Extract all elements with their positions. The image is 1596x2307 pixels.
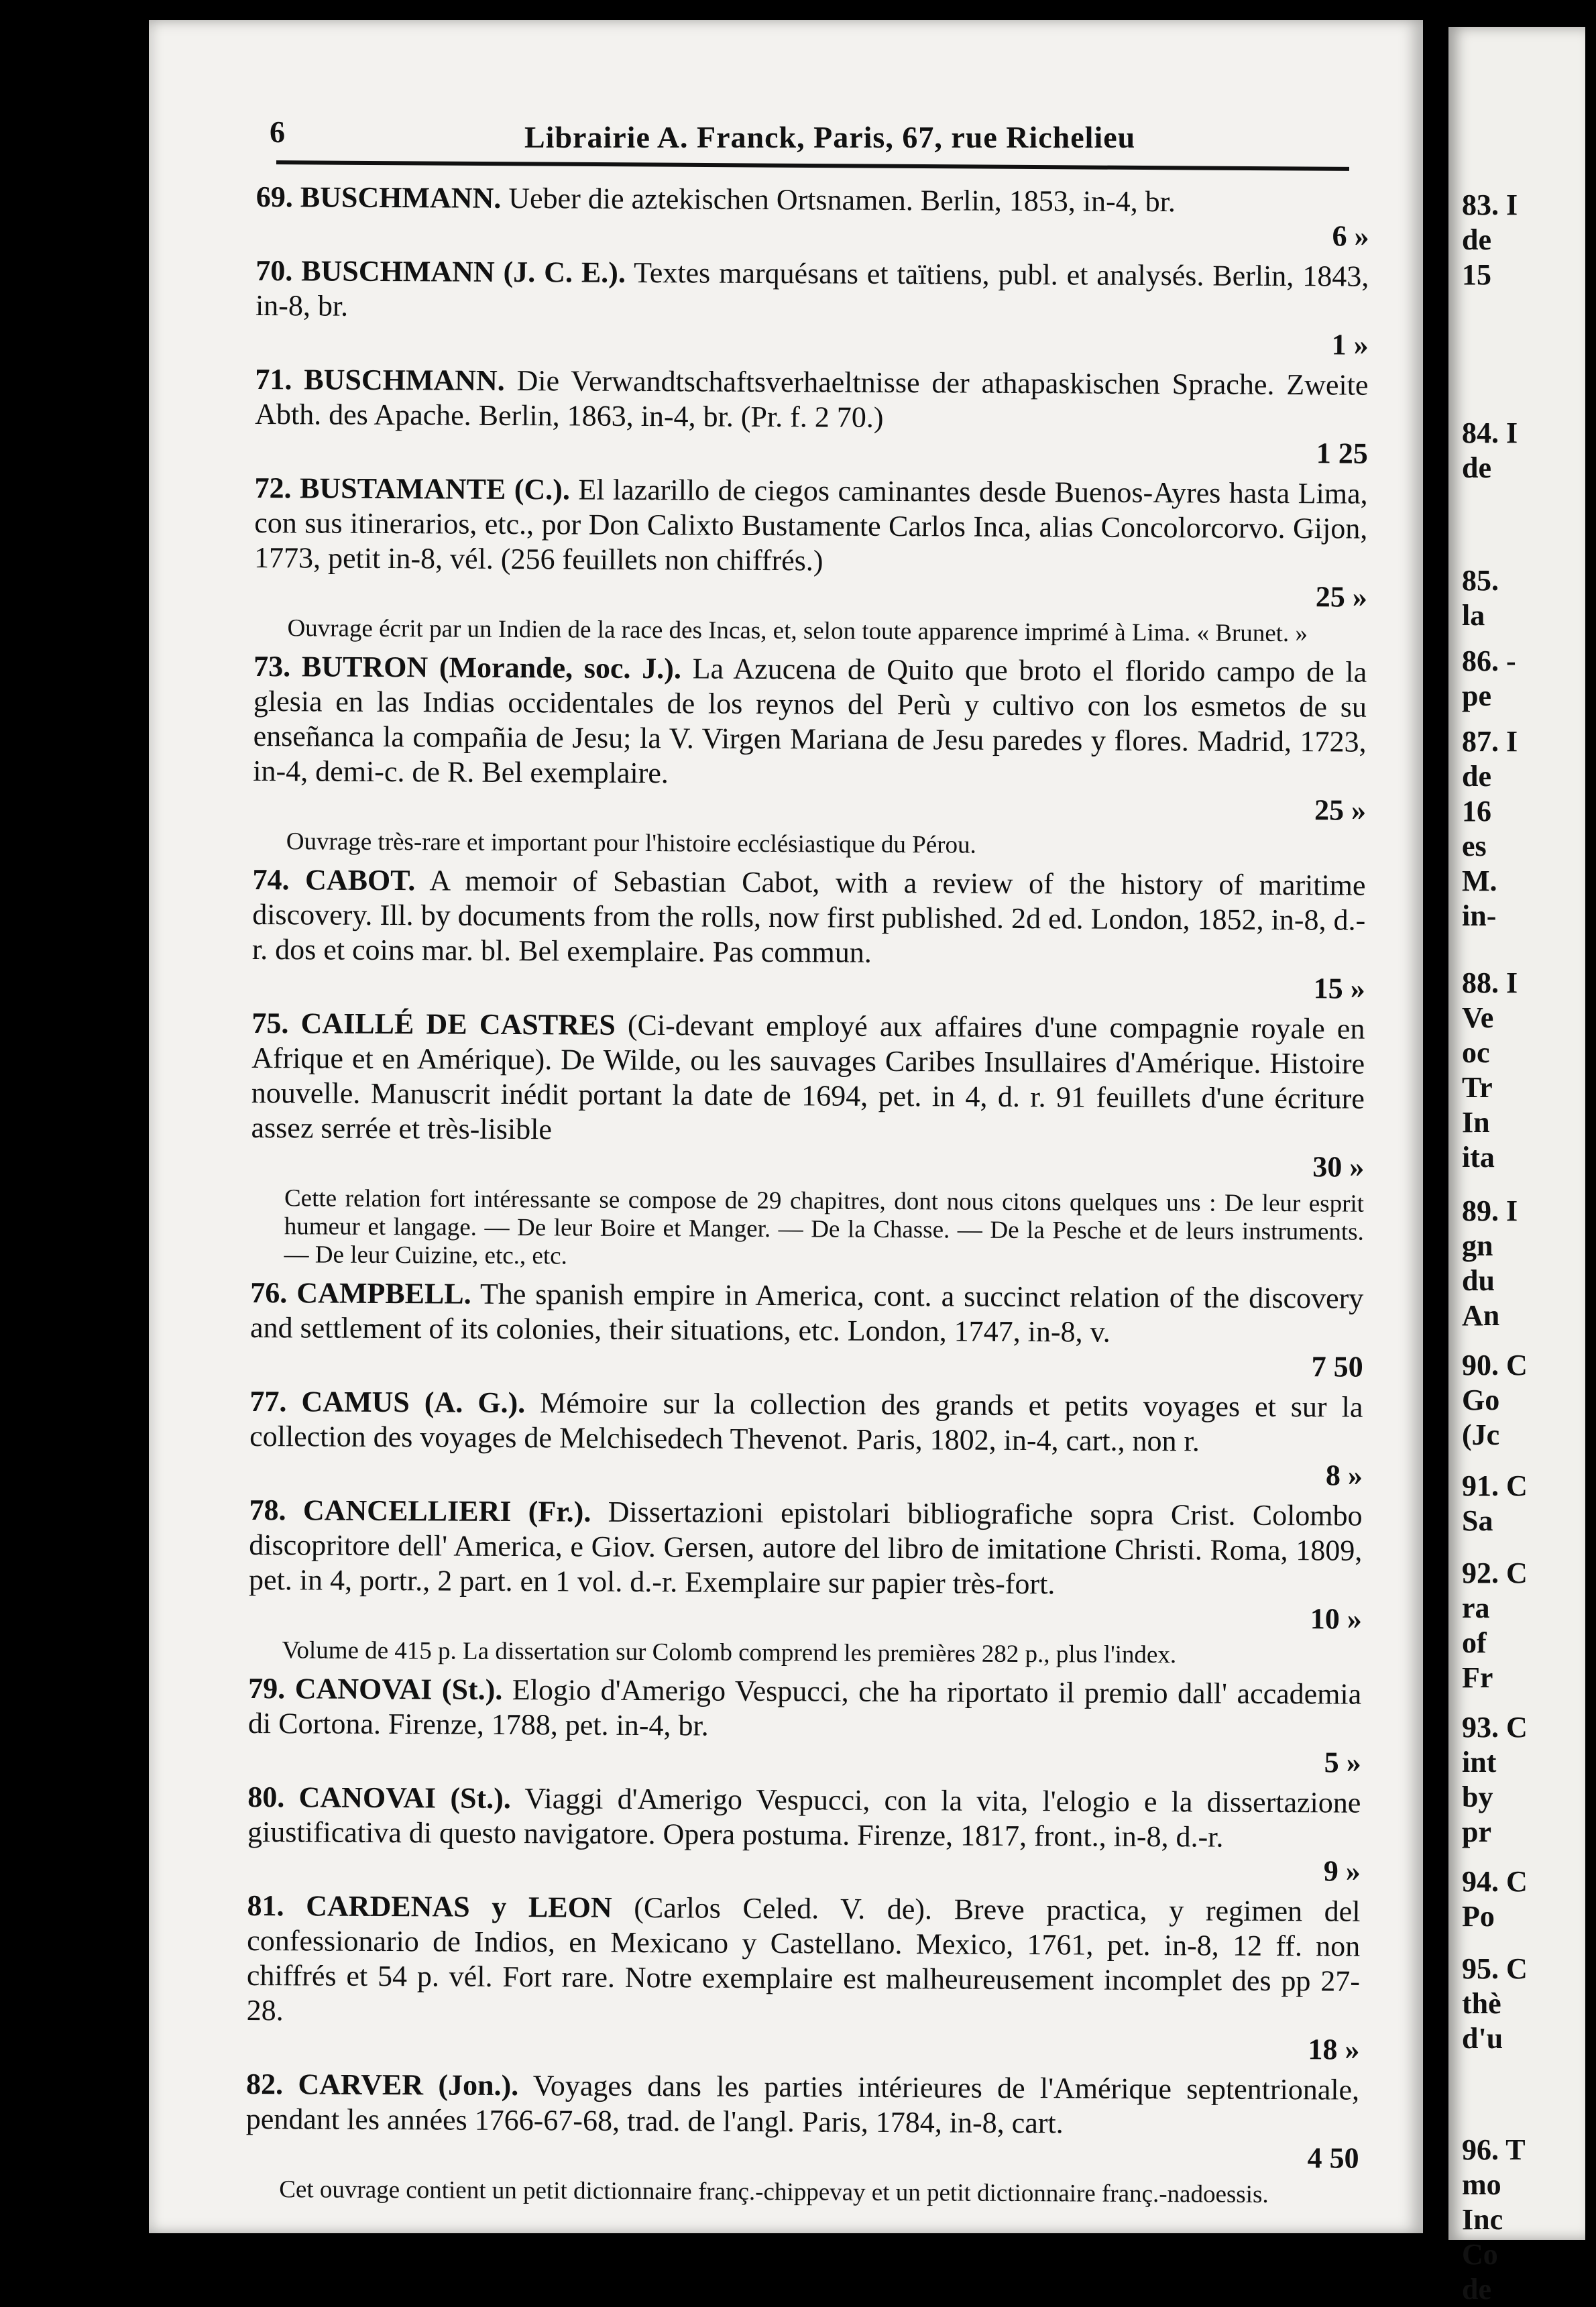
entry-price: 9 » <box>1323 1854 1361 1888</box>
entry-note-text: Ouvrage écrit par un Indien de la race des Incas, et, selon toute apparence imprimé à Lima. « Brunet. » <box>287 614 1308 648</box>
entry-author: BUSCHMANN. <box>300 180 502 215</box>
entry-number: 77. <box>249 1384 302 1418</box>
right-page-fragment-line: de <box>1462 223 1491 256</box>
catalogue-entries <box>245 180 1369 2208</box>
catalogue-entry <box>255 180 1369 254</box>
entry-description: Textes marquésans et taïtiens, publ. et analysés. Berlin, 1843, in-8, br. <box>255 256 1369 323</box>
right-page-fragment-line: 93. C <box>1462 1711 1528 1744</box>
entry-note <box>286 828 1366 861</box>
entry-author: CARVER (Jon.). <box>298 2068 519 2102</box>
right-page-fragment-line: An <box>1462 1299 1500 1332</box>
catalogue-entry <box>246 1889 1360 2068</box>
entry-note <box>287 614 1367 648</box>
right-page-fragment-line: d'u <box>1462 2022 1503 2055</box>
right-page-fragment-line: in- <box>1462 899 1497 932</box>
entry-description: Mémoire sur la collection des grands et petits voyages et sur la collection des voyages de Melchisedech Thevenot. Paris, 1802, in-4, cart., non r. <box>249 1386 1363 1458</box>
right-page-fragment-line: Go <box>1462 1384 1500 1416</box>
right-page-fragment-line: Co <box>1462 2238 1498 2271</box>
entry-description: La Azucena de Quito que broto el florido campo de la glesia en las Indias occidentales de los reynos del Perù y cultivo con los esmetos de su enseñanca la compañia de Jesu; la V. Virgen Mariana de Jesu paredes y flores. Madrid, 1723, in-4, demi-c. de R. Bel exemplaire. <box>253 652 1367 790</box>
right-page-fragment-line: Inc <box>1462 2203 1503 2236</box>
entry-number: 70. <box>255 254 302 288</box>
right-page-fragment-line: gn <box>1462 1229 1493 1262</box>
entry-price: 8 » <box>1325 1459 1363 1492</box>
catalogue-entry <box>249 1493 1363 1637</box>
entry-number: 71. <box>255 362 304 396</box>
catalogue-entry <box>248 1671 1362 1781</box>
catalogue-entry <box>252 862 1366 1007</box>
right-page-fragment-line: es <box>1462 830 1487 862</box>
entry-author: CABOT. <box>304 863 416 897</box>
right-page-fragment-line: ita <box>1462 1141 1495 1174</box>
right-page-fragment-line: 84. I <box>1462 416 1518 449</box>
entry-number: 69. <box>255 180 300 214</box>
right-page-fragment-line: 91. C <box>1462 1469 1528 1502</box>
entry-number: 78. <box>249 1493 304 1527</box>
entry-number: 81. <box>247 1889 306 1923</box>
catalogue-entry <box>254 471 1368 615</box>
entry-description: The spanish empire in America, cont. a succinct relation of the discovery and settlement of its colonies, their situations, etc. London, 1747, in-8, v. <box>249 1277 1364 1349</box>
catalogue-entry <box>253 649 1367 828</box>
entry-author: CAILLÉ DE CASTRES <box>300 1007 616 1042</box>
right-page-fragment-line: ra <box>1462 1591 1490 1624</box>
entry-author: BUSCHMANN (J. C. E.). <box>301 254 626 289</box>
entry-number: 74. <box>252 862 306 897</box>
header-title: Librairie A. Franck, Paris, 67, rue Richelieu <box>524 120 1136 154</box>
entry-price: 15 » <box>1313 972 1365 1005</box>
right-page-fragment-line: Po <box>1462 1900 1495 1933</box>
entry-price: 1 » <box>1331 328 1369 361</box>
right-page-fragment-line: 90. C <box>1462 1349 1528 1382</box>
entry-author: CAMUS (A. G.). <box>301 1385 526 1420</box>
right-page-fragment-line: 86. - <box>1462 644 1516 677</box>
right-page-fragment-line: la <box>1462 599 1485 632</box>
right-page-fragment-line: du <box>1462 1264 1495 1297</box>
catalogue-entry <box>249 1384 1363 1494</box>
right-page-fragment-line: 15 <box>1462 258 1491 291</box>
catalogue-entry <box>251 1006 1365 1185</box>
entry-price: 5 » <box>1324 1746 1361 1779</box>
right-page-fragment <box>1448 27 1585 2306</box>
entry-description: Dissertazioni epistolari bibliografiche sopra Crist. Colombo discopritore dell' America, e Giov. Gersen, autore del libro de imitatione Christi. Roma, 1809, pet. in 4, portr., 2 part. en 1 vol. d.-r. Exemplaire sur papier très-fort. <box>248 1495 1363 1601</box>
entry-author: CARDENAS y LEON <box>306 1889 612 1924</box>
header-rule <box>276 160 1349 171</box>
entry-author: CANOVAI (St.). <box>294 1672 503 1706</box>
entry-number: 80. <box>247 1780 299 1814</box>
entry-price: 1 25 <box>1316 437 1369 470</box>
entry-note-text: Cet ouvrage contient un petit dictionnaire franç.-chippevay et un petit dictionnaire franç.-nadoessis. <box>279 2176 1269 2208</box>
right-page-fragment-line: by <box>1462 1781 1493 1813</box>
right-page-fragment-line: Sa <box>1462 1504 1493 1537</box>
entry-note <box>282 1636 1361 1670</box>
right-page-fragment-line: de <box>1462 451 1491 484</box>
right-page-fragment-line: 85. <box>1462 564 1499 597</box>
right-page-fragment-line: de <box>1462 2273 1491 2306</box>
entry-price: 25 » <box>1314 793 1367 827</box>
entry-number: 73. <box>253 649 302 683</box>
right-page-fragment-line: of <box>1462 1626 1487 1659</box>
right-page-fragment-line: pr <box>1462 1815 1491 1848</box>
catalogue-entry <box>247 1780 1361 1889</box>
right-page-fragment-line: 89. I <box>1462 1194 1518 1227</box>
entry-note-text: Volume de 415 p. La dissertation sur Colomb comprend les premières 282 p., plus l'index. <box>282 1636 1177 1669</box>
entry-price: 30 » <box>1312 1150 1365 1184</box>
right-page-fragment-line: oc <box>1462 1036 1490 1069</box>
right-page-fragment-line: 87. I <box>1462 725 1518 758</box>
entry-price: 6 » <box>1332 219 1369 253</box>
entry-price: 18 » <box>1308 2033 1360 2066</box>
right-page-fragment-line: Tr <box>1462 1071 1493 1104</box>
entry-number: 82. <box>246 2067 298 2101</box>
right-page-fragment-line: Fr <box>1462 1661 1493 1694</box>
entry-note <box>279 2176 1359 2209</box>
entry-author: BUTRON (Morande, soc. J.). <box>301 650 682 685</box>
entry-description: El lazarillo de ciegos caminantes desde Buenos-Ayres hasta Lima, con sus itinerarios, etc., por Don Calixto Bustamente Carlos Inca, alias Concolorcorvo. Gijon, 1773, petit in-8, vél. (256 feuillets non chiffrés.) <box>253 473 1368 577</box>
entry-description: A memoir of Sebastian Cabot, with a review of the history of maritime discovery. Ill. by documents from the rolls, now first published. 2d ed. London, 1852, in-8, d.-r. dos et coins mar. bl. Bel exemplaire. Pas commun. <box>251 864 1366 969</box>
catalogue-entry <box>250 1276 1364 1385</box>
entry-author: CANOVAI (St.). <box>298 1781 511 1815</box>
catalogue-entry <box>245 2067 1359 2176</box>
entry-price: 25 » <box>1315 580 1367 614</box>
right-page-fragment-line: mo <box>1462 2168 1501 2201</box>
left-page <box>149 20 1423 2233</box>
right-page-fragment-line: thè <box>1462 1987 1501 2020</box>
entry-note-text: Cette relation fort intéressante se compose de 29 chapitres, dont nous citons quelques uns : De leur esprit humeur et langage. — De leur Boire et Manger. — De la Chasse. — De la Pesche et de leurs instruments. — De leur Cuizine, etc., etc. <box>284 1184 1365 1270</box>
entry-note <box>284 1184 1364 1274</box>
right-page-fragment-line: (Jc <box>1462 1418 1500 1451</box>
right-page-fragment-line: In <box>1462 1106 1490 1139</box>
entry-note-text: Ouvrage très-rare et important pour l'histoire ecclésiastique du Pérou. <box>286 828 976 859</box>
entry-price: 4 50 <box>1307 2141 1359 2175</box>
entry-number: 79. <box>248 1671 295 1705</box>
right-page-fragment-line: M. <box>1462 864 1497 897</box>
entry-author: BUSCHMANN. <box>304 363 505 397</box>
page-number: 6 <box>270 115 286 149</box>
right-page-fragment-line: 83. I <box>1462 188 1518 221</box>
right-page-fragment-line: int <box>1462 1746 1497 1779</box>
right-page-fragment-line: Ve <box>1462 1001 1494 1034</box>
entry-number: 75. <box>251 1006 301 1040</box>
right-page-fragment-line: 95. C <box>1462 1952 1528 1985</box>
entry-description: (Ci-devant employé aux affaires d'une compagnie royale en Afrique et en Amérique). De Wilde, ou les sauvages Caribes Insullaires d'Amérique. Histoire nouvelle. Manuscrit inédit portant la date de 1694, pet. in 4, d. r. 91 feuillets d'une écriture assez serrée et très-lisible <box>251 1008 1365 1146</box>
entry-description: Ueber die aztekischen Ortsnamen. Berlin, 1853, in-4, br. <box>501 181 1176 219</box>
right-page-fragment-line: 88. I <box>1462 966 1518 999</box>
right-page-fragment-line: 16 <box>1462 795 1491 828</box>
entry-description: Viaggi d'Amerigo Vespucci, con la vita, l'elogio e la dissertazione giustificativa di questo navigatore. Opera postuma. Firenze, 1817, front., in-8, d.-r. <box>247 1782 1361 1854</box>
entry-description: (Carlos Celed. V. de). Breve practica, y regimen del confessionario de Indios, en Mexicano y Castellano. Mexico, 1761, pet. in-8, 12 ff. non chiffrés et 54 p. vél. Fort rare. Notre exemplaire est malheureusement incomplet des pp 27-28. <box>246 1891 1361 2027</box>
running-header <box>270 114 1356 161</box>
right-page-fragment-line: 92. C <box>1462 1557 1528 1589</box>
right-page-fragment-line: de <box>1462 760 1491 793</box>
right-page-fragment-line: 96. T <box>1462 2133 1526 2166</box>
entry-price: 10 » <box>1310 1602 1362 1636</box>
catalogue-entry <box>255 362 1369 471</box>
right-page-fragment-line: pe <box>1462 679 1491 712</box>
entry-number: 76. <box>250 1276 297 1310</box>
entry-author: CAMPBELL. <box>296 1276 471 1310</box>
entry-author: BUSTAMANTE (C.). <box>299 471 571 506</box>
catalogue-entry <box>255 254 1369 363</box>
entry-description: Elogio d'Amerigo Vespucci, che ha riportato il premio dall' accademia di Cortona. Firenze, 1788, pet. in-4, br. <box>247 1673 1362 1742</box>
entry-price: 7 50 <box>1311 1350 1363 1384</box>
entry-number: 72. <box>254 471 300 505</box>
entry-author: CANCELLIERI (Fr.). <box>302 1494 591 1528</box>
entry-description: Voyages dans les parties intérieures de l'Amérique septentrionale, pendant les années 1766-67-68, trad. de l'angl. Paris, 1784, in-8, cart. <box>245 2069 1360 2140</box>
right-page-fragment-line: 94. C <box>1462 1865 1528 1898</box>
entry-description: Die Verwandtschaftsverhaeltnisse der athapaskischen Sprache. Zweite Abth. des Apache. Berlin, 1863, in-4, br. (Pr. f. 2 70.) <box>255 363 1369 434</box>
